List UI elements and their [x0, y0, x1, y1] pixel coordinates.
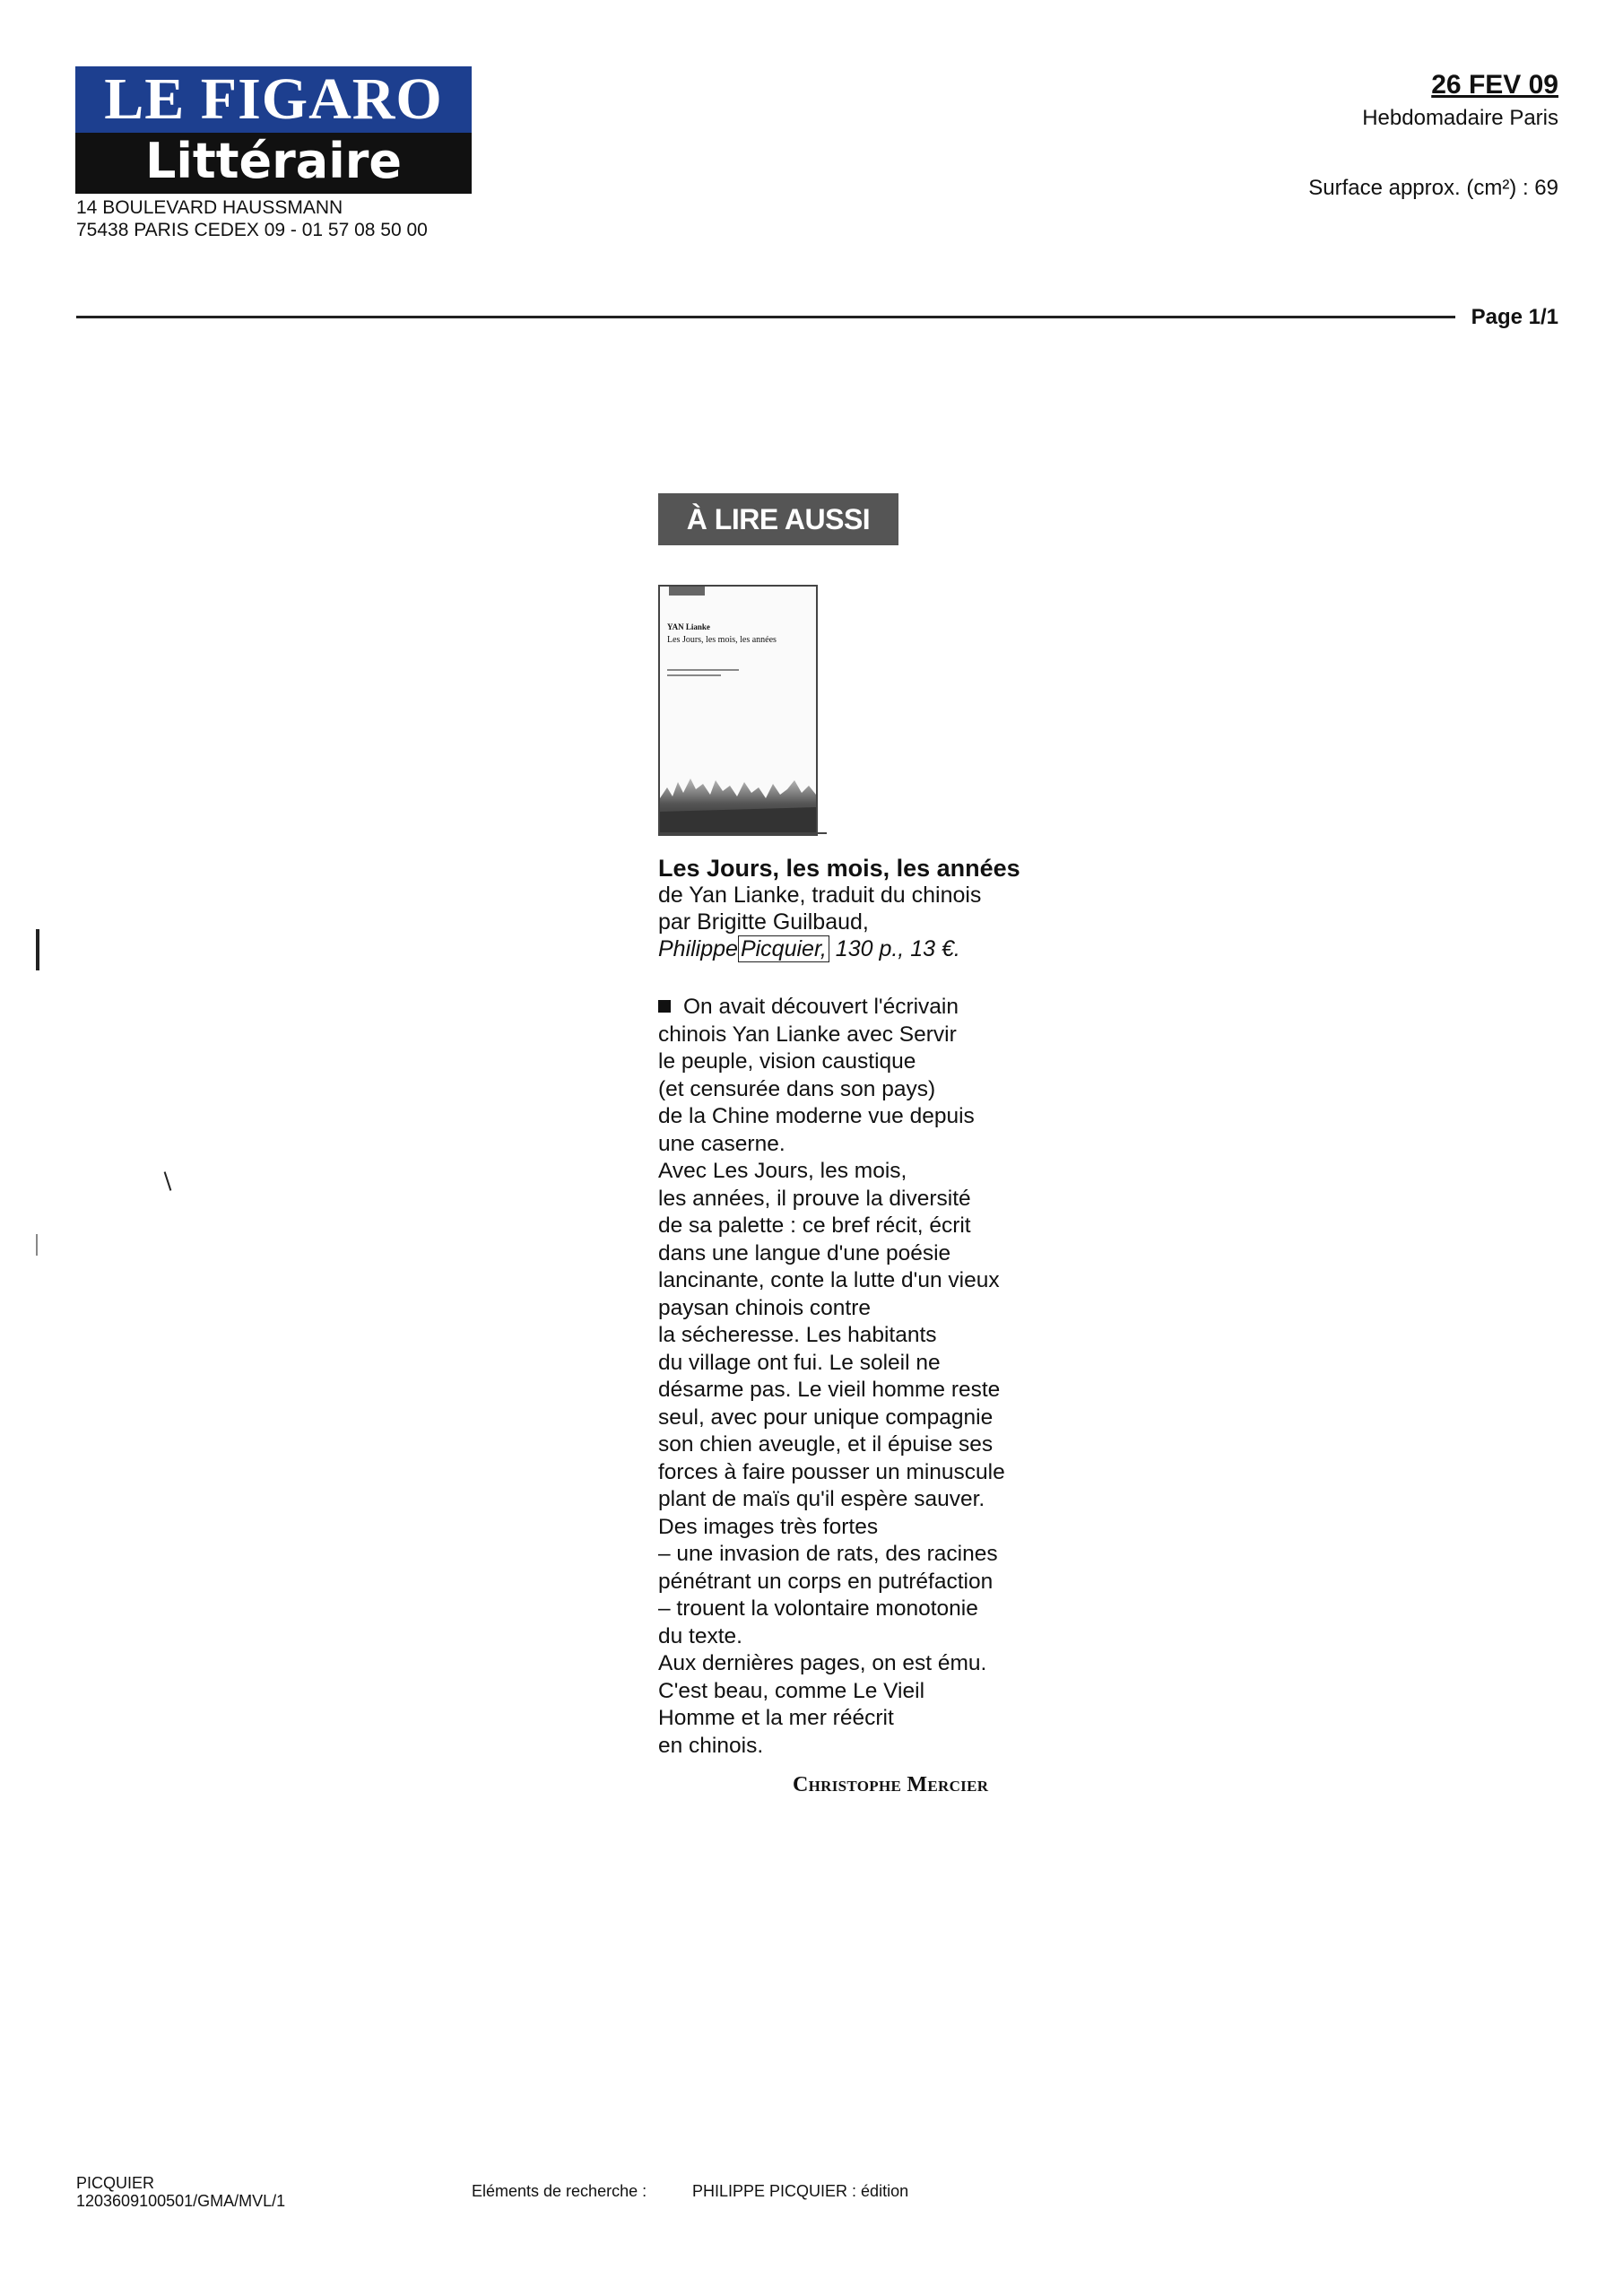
address-line-1: 14 BOULEVARD HAUSSMANN	[76, 197, 343, 218]
article-line: Avec Les Jours, les mois,	[658, 1159, 907, 1183]
article-line: forces à faire pousser un minuscule	[658, 1459, 1005, 1484]
article-line: C'est beau, comme Le Vieil	[658, 1678, 925, 1703]
article-line: Des images très fortes	[658, 1514, 879, 1539]
article-line: dans une langue d'une poésie	[658, 1240, 951, 1265]
address-line-2: 75438 PARIS CEDEX 09 - 01 57 08 50 00	[76, 220, 428, 240]
page-number: Page 1/1	[1471, 305, 1558, 329]
header-divider	[76, 316, 1455, 318]
scan-mark	[164, 1171, 172, 1191]
cover-text-line	[667, 674, 721, 676]
article-line: en chinois.	[658, 1733, 764, 1758]
book-cover-image	[658, 585, 818, 836]
article-line: paysan chinois contre	[658, 1295, 871, 1320]
article-line: seul, avec pour unique compagnie	[658, 1405, 994, 1430]
publisher-first-name: Philippe	[658, 936, 738, 961]
article-line: – trouent la volontaire monotonie	[658, 1596, 978, 1621]
logo-line-2: Littéraire	[75, 133, 472, 194]
cover-band	[669, 587, 705, 596]
cover-text-line	[667, 669, 739, 671]
cover-shadow-line	[660, 832, 827, 834]
article-line: de la Chine moderne vue depuis	[658, 1104, 975, 1128]
article-line: son chien aveugle, et il épuise ses	[658, 1432, 994, 1457]
cover-title: Les Jours, les mois, les années	[667, 635, 777, 645]
cover-author: YAN Lianke	[667, 622, 710, 631]
book-translator-line: par Brigitte Guilbaud,	[658, 909, 869, 935]
article-line: le peuple, vision caustique	[658, 1049, 916, 1074]
article-signature: Christophe Mercier	[793, 1773, 989, 1796]
footer-search-label: Eléments de recherche :	[472, 2182, 647, 2200]
book-author-line: de Yan Lianke, traduit du chinois	[658, 883, 982, 908]
article-line: du texte.	[658, 1623, 742, 1648]
logo-line-1: LE FIGARO	[75, 66, 472, 133]
figaro-litteraire-logo	[75, 66, 472, 194]
book-title: Les Jours, les mois, les années	[658, 855, 1020, 882]
article-line: (et censurée dans son pays)	[658, 1076, 936, 1101]
article-line: de sa palette : ce bref récit, écrit	[658, 1213, 971, 1238]
publication-frequency: Hebdomadaire Paris	[1362, 106, 1558, 130]
scan-mark	[36, 1234, 38, 1256]
article-line: les années, il prouve la diversité	[658, 1186, 971, 1211]
article-line: lancinante, conte la lutte d'un vieux	[658, 1268, 1000, 1292]
cover-landscape-graphic	[660, 762, 816, 834]
surface-area: Surface approx. (cm²) : 69	[1308, 176, 1558, 200]
article-body	[658, 994, 1017, 1760]
square-bullet-icon	[658, 1000, 671, 1013]
article-line: plant de maïs qu'il espère sauver.	[658, 1487, 985, 1511]
footer-reference	[76, 2174, 285, 2210]
article-line: désarme pas. Le vieil homme reste	[658, 1378, 1001, 1402]
section-label: À LIRE AUSSI	[658, 493, 898, 545]
article-line: – une invasion de rats, des racines	[658, 1542, 998, 1566]
article-line: une caserne.	[658, 1131, 785, 1156]
publication-date: 26 FEV 09	[1431, 70, 1558, 100]
book-price-pages: 130 p., 13 €.	[829, 936, 960, 961]
scan-mark	[36, 929, 39, 970]
footer-code: 1203609100501/GMA/MVL/1	[76, 2192, 286, 2210]
article-line: la sécheresse. Les habitants	[658, 1323, 937, 1347]
publisher-name-boxed: Picquier,	[738, 935, 829, 962]
footer-search-value: PHILIPPE PICQUIER : édition	[692, 2182, 909, 2200]
article-line: Aux dernières pages, on est ému.	[658, 1651, 987, 1675]
article-line: du village ont fui. Le soleil ne	[658, 1350, 941, 1375]
footer-client: PICQUIER	[76, 2174, 155, 2192]
article-line: pénétrant un corps en putréfaction	[658, 1569, 994, 1594]
article-line: Homme et la mer réécrit	[658, 1706, 894, 1730]
article-line: chinois Yan Lianke avec Servir	[658, 1022, 957, 1047]
book-publisher-line	[658, 935, 960, 962]
article-line: On avait découvert l'écrivain	[658, 994, 1017, 1022]
